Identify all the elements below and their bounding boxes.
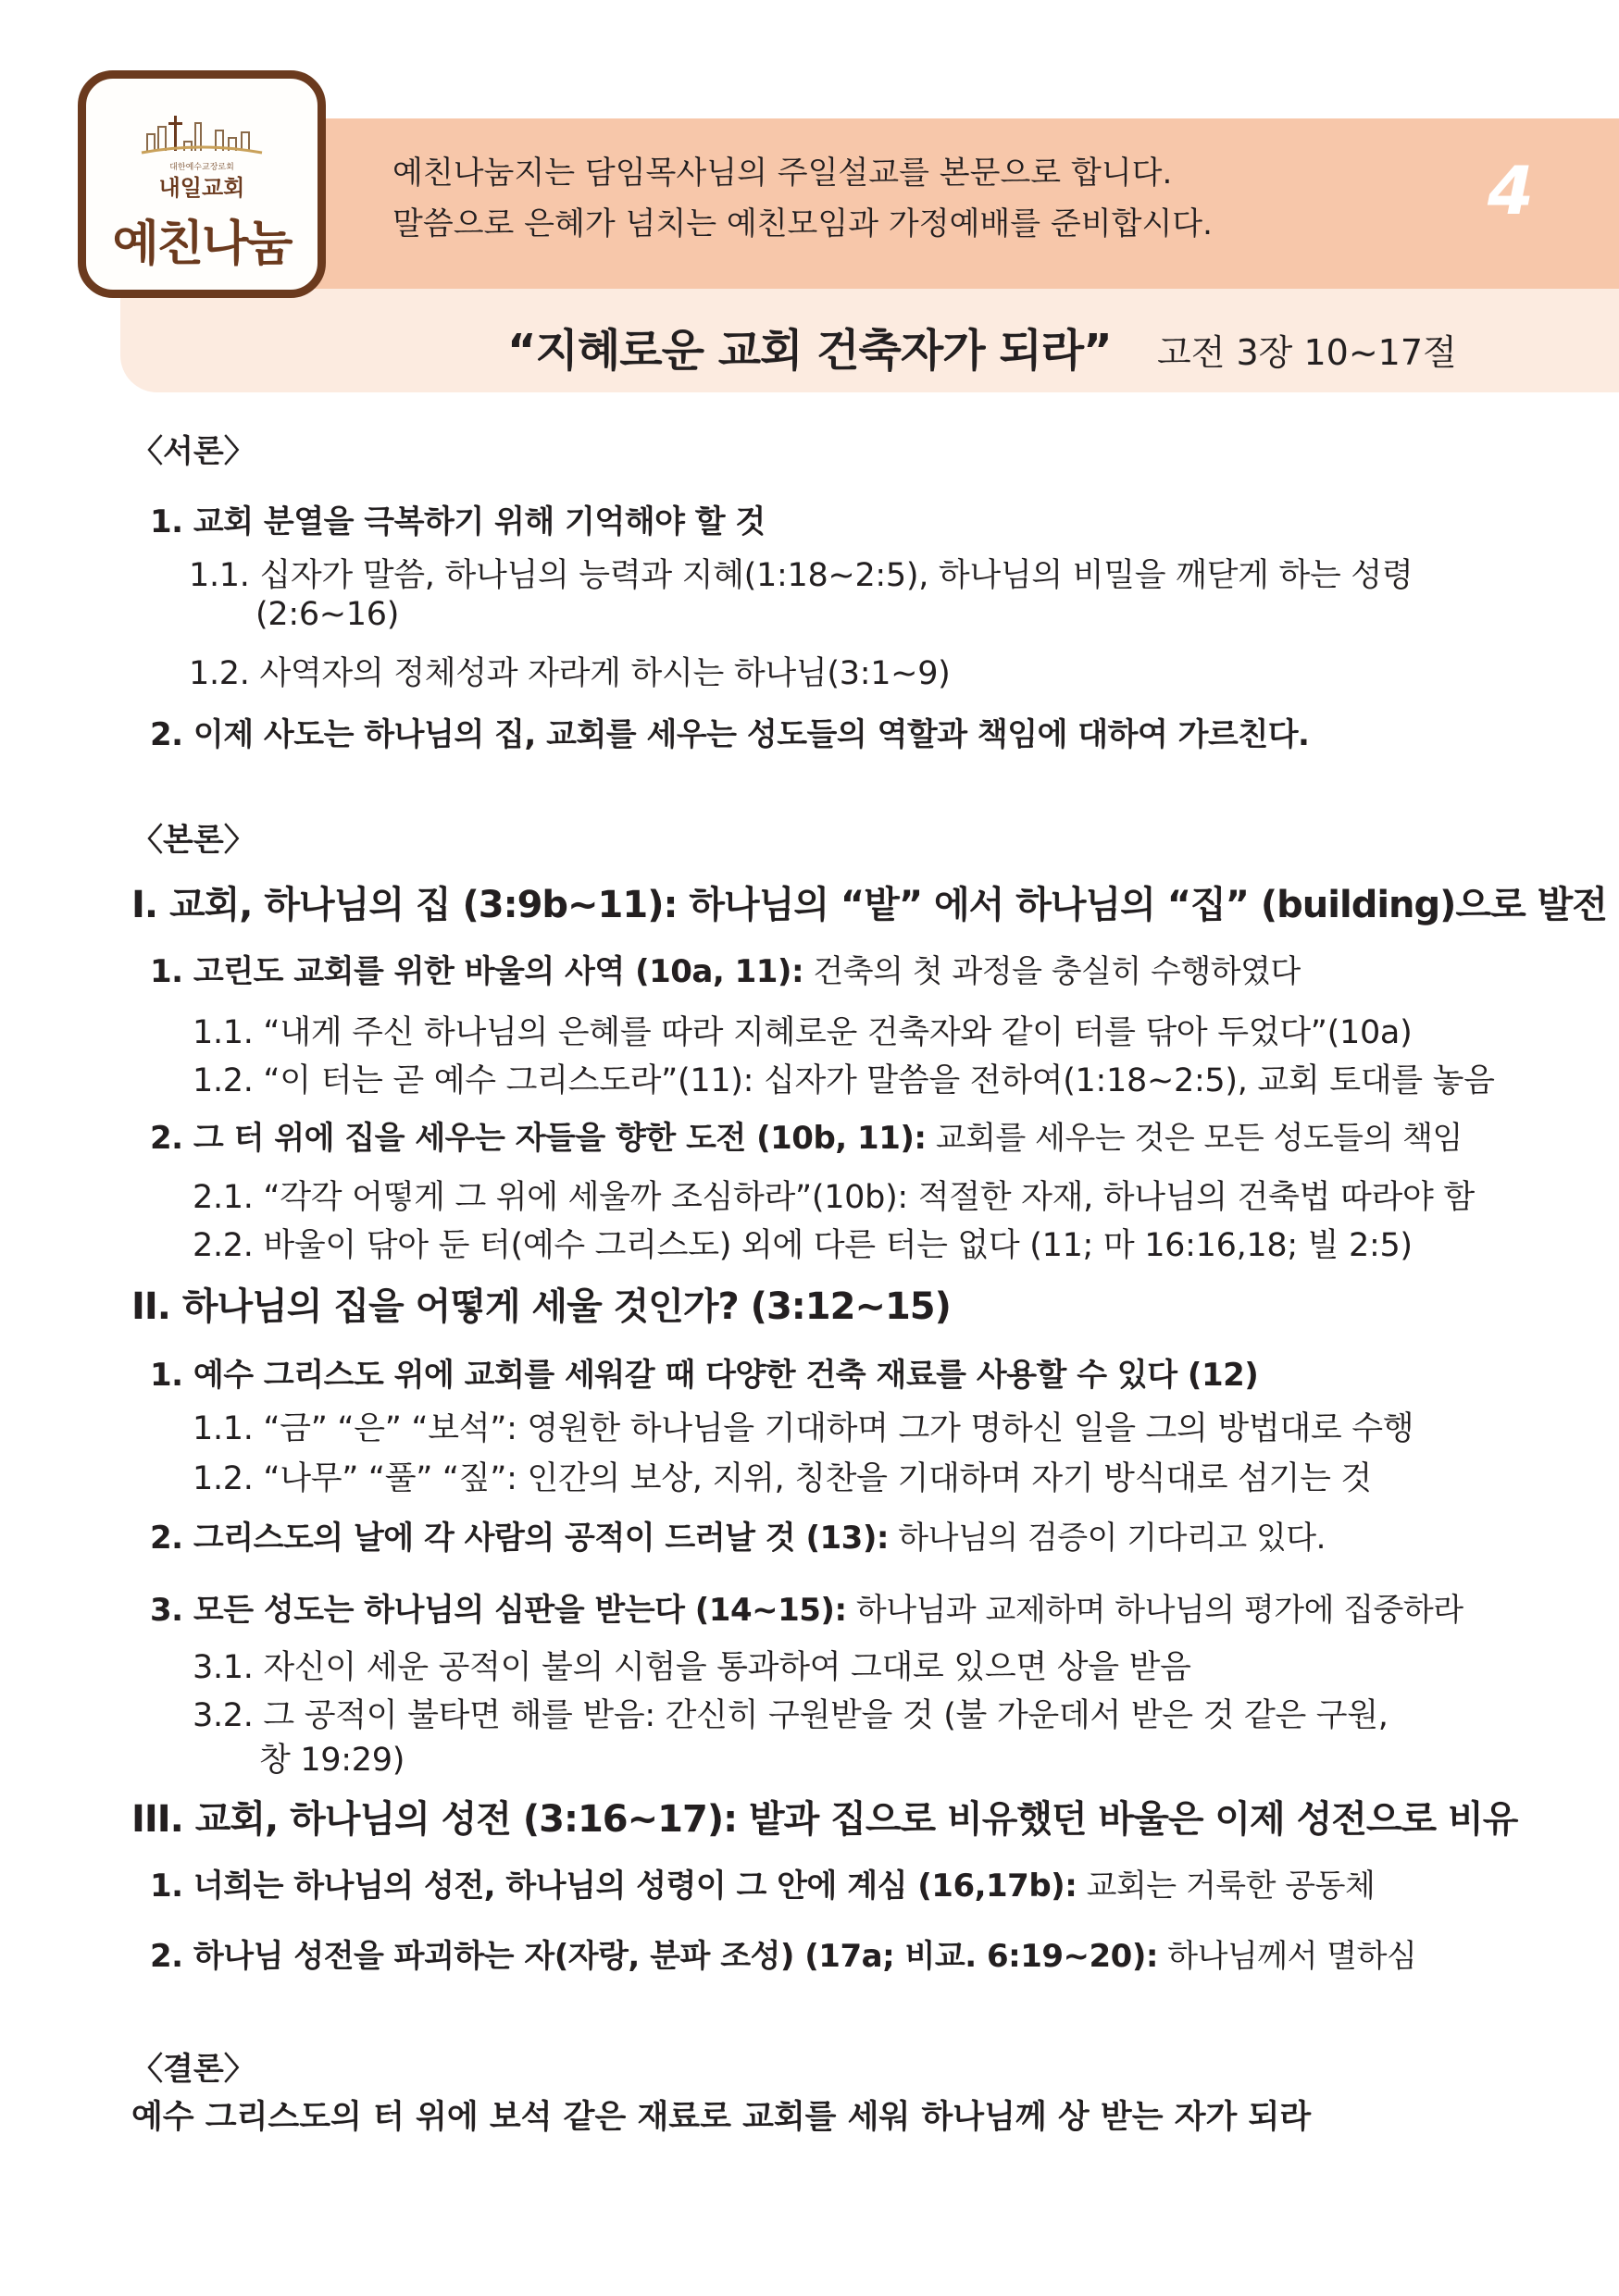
logo-denomination: 대한예수교장로회 <box>169 163 234 172</box>
banner-line-1: 예친나눔지는 담임목사님의 주일설교를 본문으로 합니다. <box>392 155 1173 192</box>
banner-line-2: 말씀으로 은혜가 넘치는 예친모임과 가정예배를 준비합시다. <box>392 205 1213 242</box>
section-2-point-1: 1. 예수 그리스도 위에 교회를 세워갈 때 다양한 건축 재료를 사용할 수 있다 (12) <box>150 1357 1259 1394</box>
section-2-point-3-2-cont: 창 19:29) <box>259 1742 405 1779</box>
sermon-title: “지혜로운 교회 건축자가 되라” <box>507 325 1112 377</box>
section-2-point-3-1: 3.1. 자신이 세운 공적이 불의 시험을 통과하여 그대로 있으면 상을 받음 <box>193 1649 1191 1686</box>
section-1-point-2-2: 2.2. 바울이 닦아 둔 터(예수 그리스도) 외에 다른 터는 없다 (11; 마 16:16,18; 빌 2:5) <box>193 1227 1413 1264</box>
section-1-point-2: 2. 그 터 위에 집을 세우는 자들을 향한 도전 (10b, 11): 교회를 세우는 것은 모든 성도들의 책임 <box>150 1120 1463 1157</box>
section-1-point-1: 1. 고린도 교회를 위한 바울의 사역 (10a, 11): 건축의 첫 과정을 충실히 수행하였다 <box>150 953 1301 990</box>
section-1-point-2-1: 2.1. “각각 어떻게 그 위에 세울까 조심하라”(10b): 적절한 자재, 하나님의 건축법 따라야 함 <box>193 1179 1475 1216</box>
section-1-point-1-1: 1.1. “내게 주신 하나님의 은혜를 따라 지혜로운 건축자와 같이 터를 닦아 두었다”(10a) <box>193 1014 1413 1051</box>
conclusion-text: 예수 그리스도의 터 위에 보석 같은 재료로 교회를 세워 하나님께 상 받는 자가 되라 <box>131 2099 1312 2136</box>
section-3-point-2: 2. 하나님 성전을 파괴하는 자(자랑, 분파 조성) (17a; 비교. 6:19~20): 하나님께서 멸하심 <box>150 1938 1417 1975</box>
section-2-point-1-1: 1.1. “금” “은” “보석”: 영원한 하나님을 기대하며 그가 명하신 일을 그의 방법대로 수행 <box>193 1410 1414 1447</box>
church-skyline-icon <box>140 114 264 156</box>
church-logo <box>78 70 326 298</box>
intro-item-2: 2. 이제 사도는 하나님의 집, 교회를 세우는 성도들의 역할과 책임에 대하여 가르친다. <box>150 716 1310 753</box>
intro-heading: 〈서론〉 <box>131 433 255 470</box>
intro-item-1-1: 1.1. 십자가 말씀, 하나님의 능력과 지혜(1:18~2:5), 하나님의 비밀을 깨닫게 하는 성령 <box>189 557 1414 594</box>
section-1-point-1-2: 1.2. “이 터는 곧 예수 그리스도라”(11): 십자가 말씀을 전하여(1:18~2:5), 교회 토대를 놓음 <box>193 1062 1495 1099</box>
logo-publication-title: 예친나눔 <box>112 217 292 272</box>
intro-item-1-2: 1.2. 사역자의 정체성과 자라게 하시는 하나님(3:1~9) <box>189 655 951 692</box>
scripture-reference: 고전 3장 10~17절 <box>1157 332 1457 373</box>
section-2-point-3: 3. 모든 성도는 하나님의 심판을 받는다 (14~15): 하나님과 교제하며 하나님의 평가에 집중하라 <box>150 1592 1463 1629</box>
page-number: 4 <box>1487 152 1534 230</box>
section-3-point-1: 1. 너희는 하나님의 성전, 하나님의 성령이 그 안에 계심 (16,17b): 교회는 거룩한 공동체 <box>150 1868 1376 1905</box>
logo-church-name: 내일교회 <box>158 175 245 201</box>
section-3-title: III. 교회, 하나님의 성전 (3:16~17): 밭과 집으로 비유했던 바울은 이제 성전으로 비유 <box>131 1798 1518 1841</box>
section-2-point-1-2: 1.2. “나무” “풀” “짚”: 인간의 보상, 지위, 칭찬을 기대하며 자기 방식대로 섬기는 것 <box>193 1460 1372 1497</box>
section-2-point-2: 2. 그리스도의 날에 각 사람의 공적이 드러날 것 (13): 하나님의 검증이 기다리고 있다. <box>150 1520 1326 1557</box>
conclusion-heading: 〈결론〉 <box>131 2051 255 2088</box>
intro-item-1-1-cont: (2:6~16) <box>255 596 400 633</box>
intro-item-1: 1. 교회 분열을 극복하기 위해 기억해야 할 것 <box>150 503 766 540</box>
section-2-title: II. 하나님의 집을 어떻게 세울 것인가? (3:12~15) <box>131 1285 951 1328</box>
banner-text <box>392 148 1213 250</box>
section-2-point-3-2: 3.2. 그 공적이 불타면 해를 받음: 간신히 구원받을 것 (불 가운데서 받은 것 같은 구원, <box>193 1697 1389 1734</box>
body-heading: 〈본론〉 <box>131 822 255 859</box>
section-1-title: I. 교회, 하나님의 집 (3:9b~11): 하나님의 “밭” 에서 하나님의 “집” (building)으로 발전 <box>131 884 1607 926</box>
